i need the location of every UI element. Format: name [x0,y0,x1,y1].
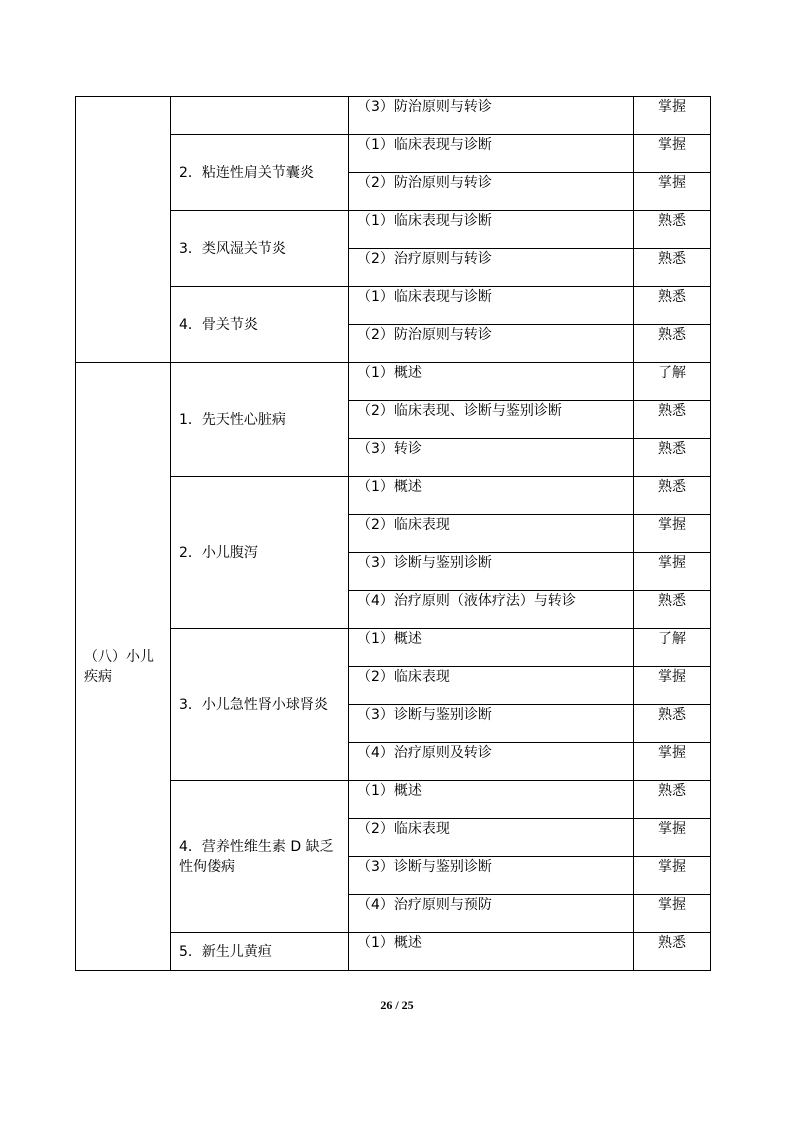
item-cell: （2）治疗原则与转诊 [349,249,634,287]
table-row [76,135,711,173]
level-cell: 掌握 [634,515,711,553]
unit-cell: 2．小儿腹泻 [171,477,349,629]
item-cell: （1）概述 [349,933,634,971]
level-cell: 熟悉 [634,477,711,515]
item-cell: （3）转诊 [349,439,634,477]
level-cell: 熟悉 [634,781,711,819]
level-cell: 掌握 [634,97,711,135]
level-cell: 熟悉 [634,401,711,439]
unit-cell: 3．小儿急性肾小球肾炎 [171,629,349,781]
item-cell: （4）治疗原则及转诊 [349,743,634,781]
item-cell: （2）临床表现、诊断与鉴别诊断 [349,401,634,439]
unit-cell-continued [171,97,349,135]
level-cell: 熟悉 [634,591,711,629]
item-cell: （2）防治原则与转诊 [349,325,634,363]
unit-cell: 5．新生儿黄疸 [171,933,349,971]
unit-cell: 2．粘连性肩关节囊炎 [171,135,349,211]
item-cell: （1）临床表现与诊断 [349,287,634,325]
level-cell: 熟悉 [634,325,711,363]
item-cell: （3）诊断与鉴别诊断 [349,705,634,743]
level-cell: 掌握 [634,743,711,781]
item-cell: （1）概述 [349,477,634,515]
item-cell: （2）临床表现 [349,819,634,857]
level-cell: 掌握 [634,667,711,705]
category-cell-continued [76,97,171,363]
level-cell: 了解 [634,629,711,667]
table-row [76,629,711,667]
page-number: 26 / 25 [380,998,414,1012]
item-cell: （2）临床表现 [349,667,634,705]
category-cell: （八）小儿疾病 [76,363,171,971]
item-cell: （1）概述 [349,629,634,667]
level-cell: 熟悉 [634,211,711,249]
item-cell: （2）防治原则与转诊 [349,173,634,211]
syllabus-table [75,96,711,971]
table-row [76,477,711,515]
level-cell: 熟悉 [634,249,711,287]
level-cell: 掌握 [634,857,711,895]
table-row [76,97,711,135]
unit-cell: 4．骨关节炎 [171,287,349,363]
item-cell: （3）防治原则与转诊 [349,97,634,135]
unit-cell: 1．先天性心脏病 [171,363,349,477]
level-cell: 掌握 [634,173,711,211]
item-cell: （3）诊断与鉴别诊断 [349,553,634,591]
item-cell: （1）概述 [349,781,634,819]
item-cell: （1）临床表现与诊断 [349,211,634,249]
table-row [76,363,711,401]
item-cell: （1）概述 [349,363,634,401]
level-cell: 熟悉 [634,287,711,325]
unit-cell: 3．类风湿关节炎 [171,211,349,287]
item-cell: （2）临床表现 [349,515,634,553]
unit-cell: 4．营养性维生素 D 缺乏性佝偻病 [171,781,349,933]
level-cell: 熟悉 [634,705,711,743]
level-cell: 了解 [634,363,711,401]
level-cell: 掌握 [634,553,711,591]
item-cell: （3）诊断与鉴别诊断 [349,857,634,895]
level-cell: 熟悉 [634,933,711,971]
table-row [76,287,711,325]
item-cell: （4）治疗原则与预防 [349,895,634,933]
table-row [76,933,711,971]
item-cell: （1）临床表现与诊断 [349,135,634,173]
level-cell: 熟悉 [634,439,711,477]
level-cell: 掌握 [634,135,711,173]
table-row [76,781,711,819]
level-cell: 掌握 [634,819,711,857]
table-row [76,211,711,249]
level-cell: 掌握 [634,895,711,933]
item-cell: （4）治疗原则（液体疗法）与转诊 [349,591,634,629]
